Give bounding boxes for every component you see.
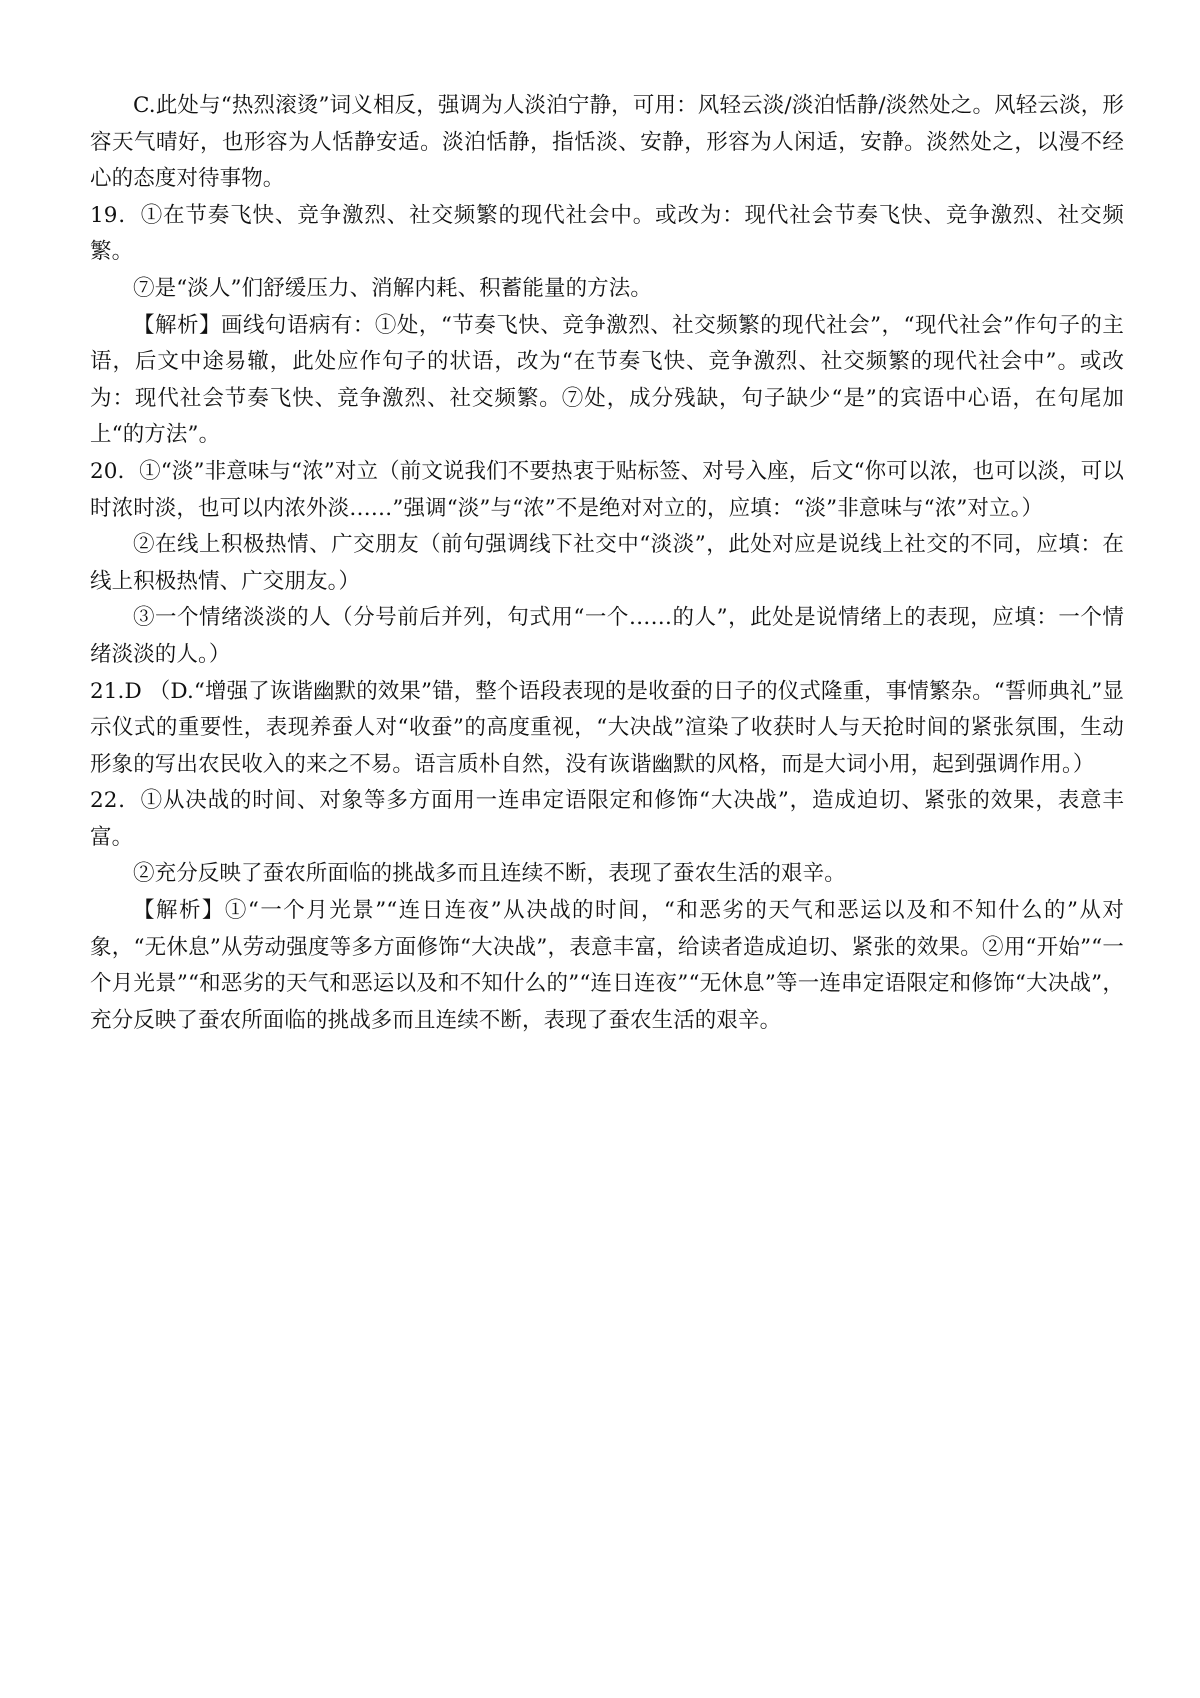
answer-document bbox=[90, 88, 1124, 1039]
paragraph-q19-answer-7: ⑦是“淡人”们舒缓压力、消解内耗、积蓄能量的方法。 bbox=[133, 275, 652, 301]
paragraph-q20-answer-1: 20．①“淡”非意味与“浓”对立（前文说我们不要热衷于贴标签、对号入座，后文“你可以浓，也可以淡，可以时浓时淡，也可以内浓外淡……”强调“淡”与“浓”不是绝对对立的，应填：“淡”非意味与“浓”对立。） bbox=[90, 458, 1124, 521]
paragraph-q22-answer-1: 22．①从决战的时间、对象等多方面用一连串定语限定和修饰“大决战”，造成迫切、紧张的效果，表意丰富。 bbox=[90, 788, 1124, 850]
paragraph-q22-analysis: 【解析】①“一个月光景”“连日连夜”从决战的时间，“和恶劣的天气和恶运以及和不知什么的”从对象，“无休息”从劳动强度等多方面修饰“大决战”，表意丰富，给读者造成迫切、紧张的效果。②用“开始”“一个月光景”“和恶劣的天气和恶运以及和不知什么的”“连日连夜”“无休息”等一连串定语限定和修饰“大决战”，充分反映了蚕农所面临的挑战多而且连续不断，表现了蚕农生活的艰辛。 bbox=[90, 898, 1124, 1033]
paragraph-q18-c: C.此处与“热烈滚烫”词义相反，强调为人淡泊宁静，可用：风轻云淡/淡泊恬静/淡然处之。风轻云淡，形容天气晴好，也形容为人恬静安适。淡泊恬静，指恬淡、安静，形容为人闲适，安静。淡然处之，以漫不经心的态度对待事物。 bbox=[90, 93, 1124, 192]
paragraph-q19-answer-1: 19．①在节奏飞快、竞争激烈、社交频繁的现代社会中。或改为：现代社会节奏飞快、竞争激烈、社交频繁。 bbox=[90, 202, 1124, 265]
paragraph-q19-analysis: 【解析】画线句语病有：①处，“节奏飞快、竞争激烈、社交频繁的现代社会”，“现代社会”作句子的主语，后文中途易辙，此处应作句子的状语，改为“在节奏飞快、竞争激烈、社交频繁的现代社会中”。或改为：现代社会节奏飞快、竞争激烈、社交频繁。⑦处，成分残缺，句子缺少“是”的宾语中心语，在句尾加上“的方法”。 bbox=[90, 312, 1124, 448]
paragraph-q20-answer-2: ②在线上积极热情、广交朋友（前句强调线下社交中“淡淡”，此处对应是说线上社交的不同，应填：在线上积极热情、广交朋友。） bbox=[90, 532, 1124, 594]
paragraph-q21-answer: 21.D （D.“增强了诙谐幽默的效果”错，整个语段表现的是收蚕的日子的仪式隆重，事情繁杂。“誓师典礼”显示仪式的重要性，表现养蚕人对“收蚕”的高度重视，“大决战”渲染了收获时人与天抢时间的紧张氛围，生动形象的写出农民收入的来之不易。语言质朴自然，没有诙谐幽默的风格，而是大词小用，起到强调作用。） bbox=[90, 678, 1124, 777]
paragraph-q22-answer-2: ②充分反映了蚕农所面临的挑战多而且连续不断，表现了蚕农生活的艰辛。 bbox=[133, 861, 846, 887]
paragraph-q20-answer-3: ③一个情绪淡淡的人（分号前后并列，句式用“一个……的人”，此处是说情绪上的表现，应填：一个情绪淡淡的人。） bbox=[90, 605, 1124, 667]
